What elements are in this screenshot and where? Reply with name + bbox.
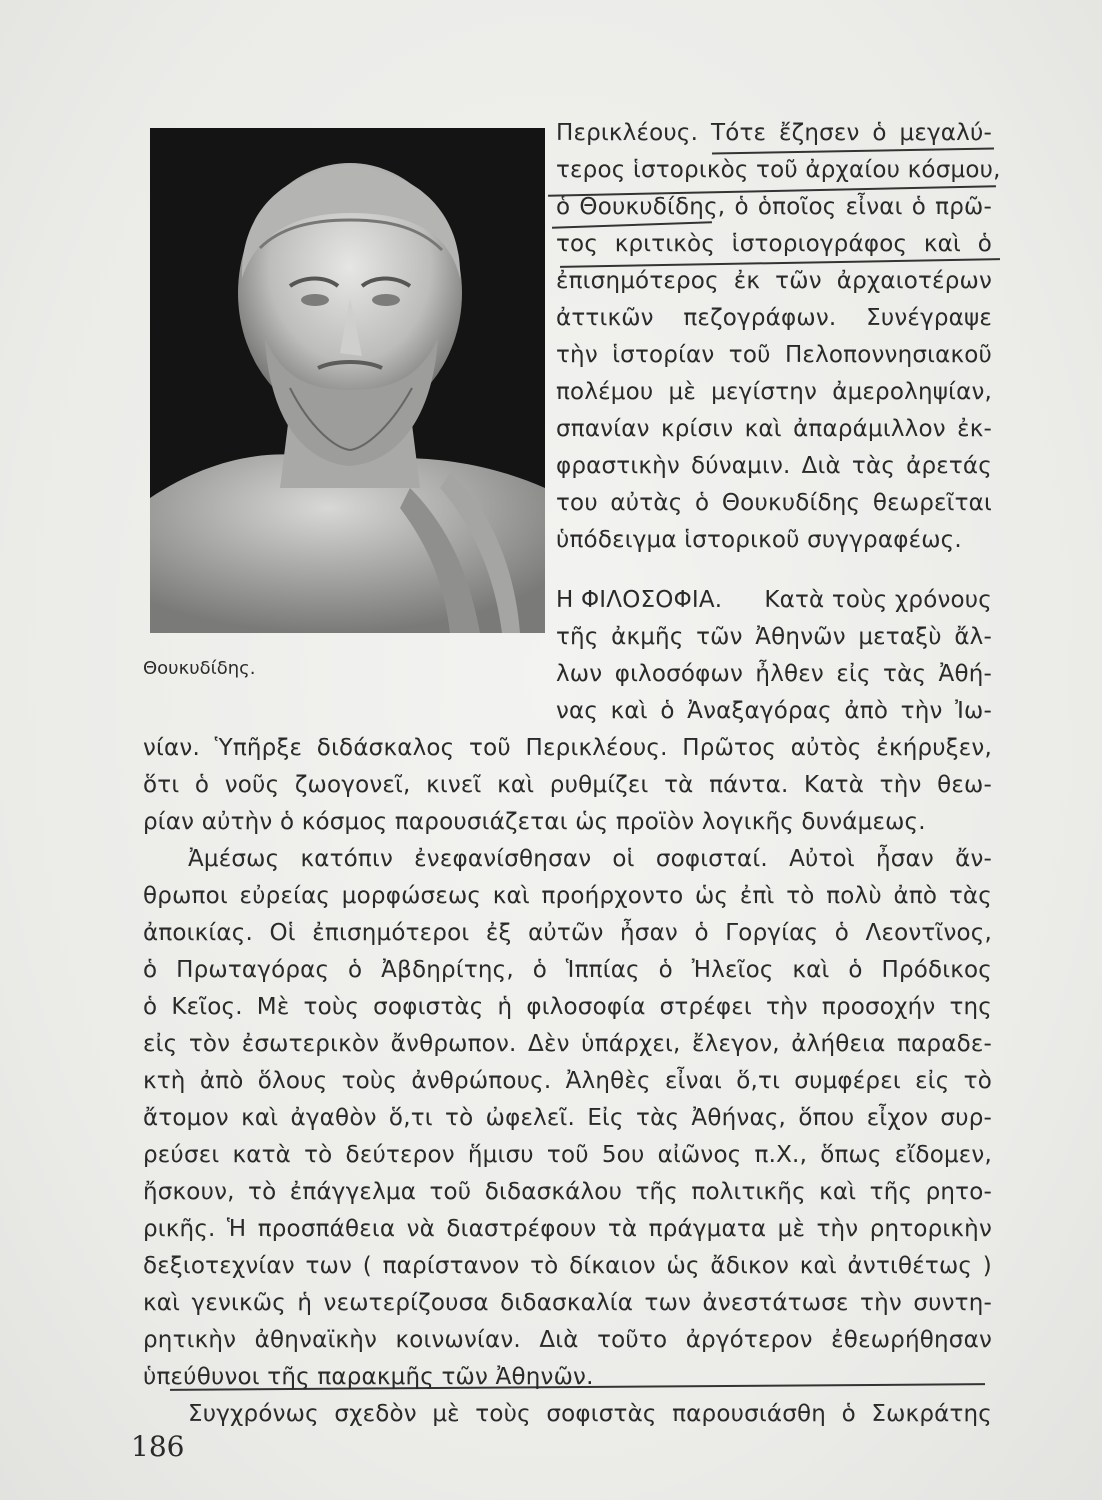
text-line: φραστικὴν δύναμιν. Διὰ τὰς ἀρετάς xyxy=(556,453,992,479)
bust-image xyxy=(150,128,545,633)
text-line: ἐπισημότερος ἐκ τῶν ἀρχαιοτέρων xyxy=(556,268,992,294)
text-line: τος κριτικὸς ἱστοριογράφος καὶ ὁ xyxy=(556,231,992,257)
page-number: 186 xyxy=(131,1430,185,1463)
pen-underline xyxy=(712,148,994,155)
text-line: πολέμου μὲ μεγίστην ἀμεροληψίαν, xyxy=(556,379,992,405)
text-line: εἰς τὸν ἐσωτερικὸν ἄνθρωπον. Δὲν ὑπάρχει, ἔλεγον, ἀλήθεια παραδε- xyxy=(143,1031,992,1057)
text-line: κτὴ ἀπὸ ὅλους τοὺς ἀνθρώπους. Ἀληθὲς εἶναι ὅ,τι συμφέρει εἰς τὸ xyxy=(143,1068,992,1094)
text-line: ρικῆς. Ἡ προσπάθεια νὰ διαστρέφουν τὰ πράγματα μὲ τὴν ρητορικὴν xyxy=(143,1216,992,1242)
text-line: ὑπεύθυνοι τῆς παρακμῆς τῶν Ἀθηνῶν. xyxy=(143,1364,594,1390)
text-line: τερος ἱστορικὸς τοῦ ἀρχαίου κόσμου, xyxy=(556,157,1001,183)
text-line: ἤσκουν, τὸ ἐπάγγελμα τοῦ διδασκάλου τῆς πολιτικῆς καὶ τῆς ρητο- xyxy=(143,1179,992,1205)
text-line: ρητικὴν ἀθηναϊκὴν κοινωνίαν. Διὰ τοῦτο ἀργότερον ἐθεωρήθησαν xyxy=(143,1327,992,1353)
text-line: Κατὰ τοὺς χρόνους xyxy=(764,587,992,613)
text-line: νας καὶ ὁ Ἀναξαγόρας ἀπὸ τὴν Ἰω- xyxy=(556,698,992,724)
pen-underline xyxy=(552,221,712,229)
text-line: ἀττικῶν πεζογράφων. Συνέγραψε xyxy=(556,305,992,331)
thucydides-portrait xyxy=(150,128,545,633)
text-line: σπανίαν κρίσιν καὶ ἀπαράμιλλον ἐκ- xyxy=(556,416,992,442)
text-line: Περικλέους. Τότε ἔζησεν ὁ μεγαλύ- xyxy=(556,120,992,146)
text-line: δεξιοτεχνίαν των ( παρίστανον τὸ δίκαιον ὡς ἄδικον καὶ ἀντιθέτως ) xyxy=(143,1253,992,1279)
text-line: καὶ γενικῶς ἡ νεωτερίζουσα διδασκαλία των ἀνεστάτωσε τὴν συντη- xyxy=(143,1290,992,1316)
portrait-caption: Θουκυδίδης. xyxy=(143,658,256,679)
text-line: ρεύσει κατὰ τὸ δεύτερον ἥμισυ τοῦ 5ου αἰῶνος π.Χ., ὅπως εἴδομεν, xyxy=(143,1142,992,1168)
text-line: ὁ Πρωταγόρας ὁ Ἀβδηρίτης, ὁ Ἱππίας ὁ Ἠλεῖος καὶ ὁ Πρόδικος xyxy=(143,957,992,983)
text-line: ὑπόδειγμα ἱστορικοῦ συγγραφέως. xyxy=(556,527,962,553)
text-line: ὁ Θουκυδίδης, ὁ ὁποῖος εἶναι ὁ πρῶ- xyxy=(556,194,992,220)
text-line: λων φιλοσόφων ἦλθεν εἰς τὰς Ἀθή- xyxy=(556,661,992,687)
text-line: Συγχρόνως σχεδὸν μὲ τοὺς σοφιστὰς παρουσιάσθη ὁ Σωκράτης xyxy=(188,1401,992,1427)
text-line: ὁ Κεῖος. Μὲ τοὺς σοφιστὰς ἡ φιλοσοφία στρέφει τὴν προσοχήν της xyxy=(143,994,992,1020)
text-line: θρωποι εὐρείας μορφώσεως καὶ προήρχοντο ὡς ἐπὶ τὸ πολὺ ἀπὸ τὰς xyxy=(143,883,992,909)
text-line: ἀποικίας. Οἱ ἐπισημότεροι ἐξ αὐτῶν ἦσαν ὁ Γοργίας ὁ Λεοντῖνος, xyxy=(143,920,992,946)
text-line: τῆς ἀκμῆς τῶν Ἀθηνῶν μεταξὺ ἄλ- xyxy=(556,624,992,650)
text-line: ρίαν αὐτὴν ὁ κόσμος παρουσιάζεται ὡς προϊὸν λογικῆς δυνάμεως. xyxy=(143,809,926,835)
text-line: νίαν. Ὑπῆρξε διδάσκαλος τοῦ Περικλέους. Πρῶτος αὐτὸς ἐκήρυξεν, xyxy=(143,735,992,761)
text-line: ἄτομον καὶ ἀγαθὸν ὅ,τι τὸ ὠφελεῖ. Εἰς τὰς Ἀθήνας, ὅπου εἶχον συρ- xyxy=(143,1105,992,1131)
text-line: Ἀμέσως κατόπιν ἐνεφανίσθησαν οἱ σοφισταί. Αὐτοὶ ἦσαν ἄν- xyxy=(188,846,992,872)
text-line: ὅτι ὁ νοῦς ζωογονεῖ, κινεῖ καὶ ρυθμίζει τὰ πάντα. Κατὰ τὴν θεω- xyxy=(143,772,992,798)
section-heading: Η ΦΙΛΟΣΟΦΙΑ. xyxy=(556,587,723,613)
text-line: τὴν ἱστορίαν τοῦ Πελοποννησιακοῦ xyxy=(556,342,992,368)
text-line: του αὐτὰς ὁ Θουκυδίδης θεωρεῖται xyxy=(556,490,992,516)
